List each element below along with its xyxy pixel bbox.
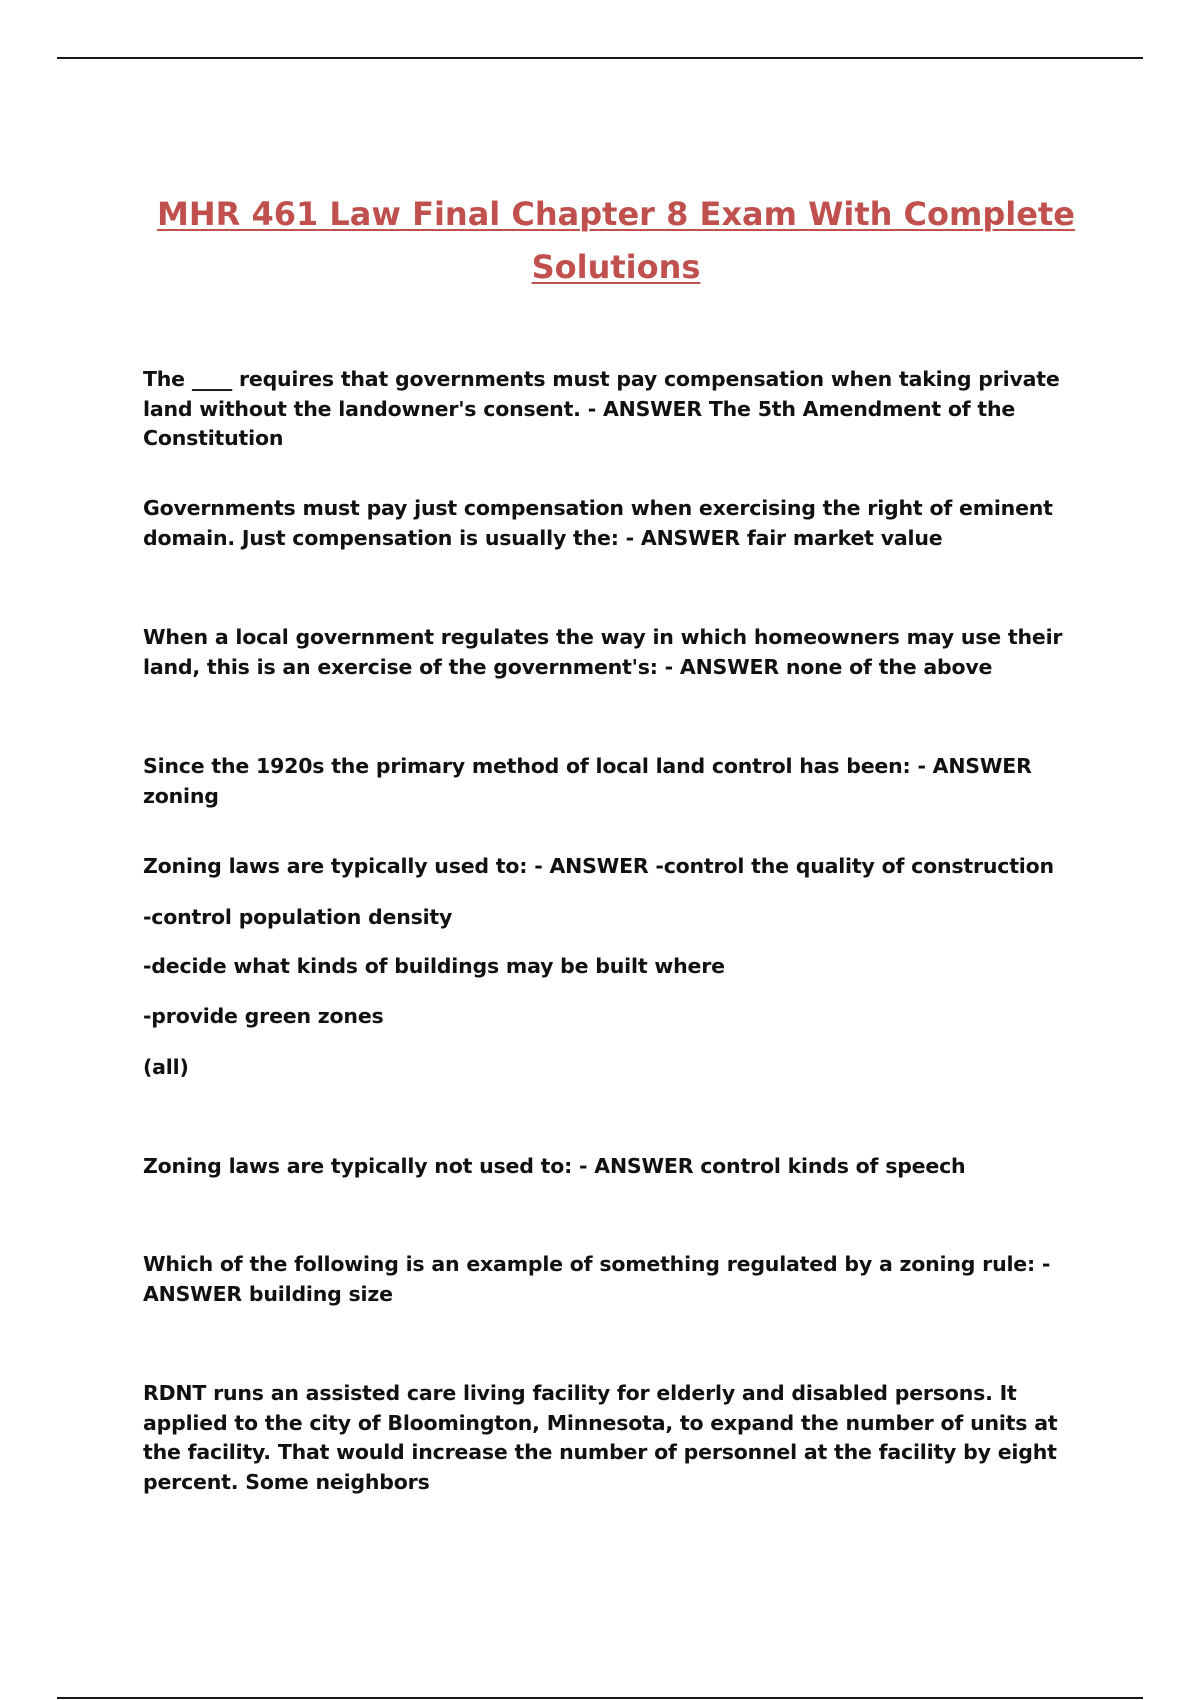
- question-8: RDNT runs an assisted care living facility for elderly and disabled persons. It applied to the city of Bloomington, Minnesota, to expand the number of units at the facility. That would increase the number of personnel at the facility by eight percent. Some neighbors: [143, 1381, 1058, 1494]
- question-4: Since the 1920s the primary method of local land control has been: - ANSWER zoning: [143, 754, 1032, 808]
- answer-list-item: (all): [143, 1055, 189, 1079]
- answer-list-item: -provide green zones: [143, 1004, 384, 1028]
- footer-rule: [57, 1697, 1143, 1699]
- answer-list-item: -decide what kinds of buildings may be built where: [143, 954, 725, 978]
- question-5: Zoning laws are typically used to: - ANSWER -control the quality of construction: [143, 854, 1054, 878]
- question-2: Governments must pay just compensation when exercising the right of eminent domain. Just compensation is usually the: - ANSWER fair market value: [143, 496, 1053, 550]
- question-6: Zoning laws are typically not used to: - ANSWER control kinds of speech: [143, 1154, 966, 1178]
- header-rule: [57, 57, 1143, 59]
- question-3: When a local government regulates the way in which homeowners may use their land, this is an exercise of the government's: - ANSWER none of the above: [143, 625, 1063, 679]
- question-7: Which of the following is an example of something regulated by a zoning rule: - ANSWER building size: [143, 1252, 1051, 1306]
- answer-list-item: -control population density: [143, 905, 453, 929]
- question-1: The ____ requires that governments must pay compensation when taking private land without the landowner's consent. - ANSWER The 5th Amendment of the Constitution: [143, 367, 1060, 450]
- document-title: MHR 461 Law Final Chapter 8 Exam With Complete Solutions: [157, 195, 1075, 286]
